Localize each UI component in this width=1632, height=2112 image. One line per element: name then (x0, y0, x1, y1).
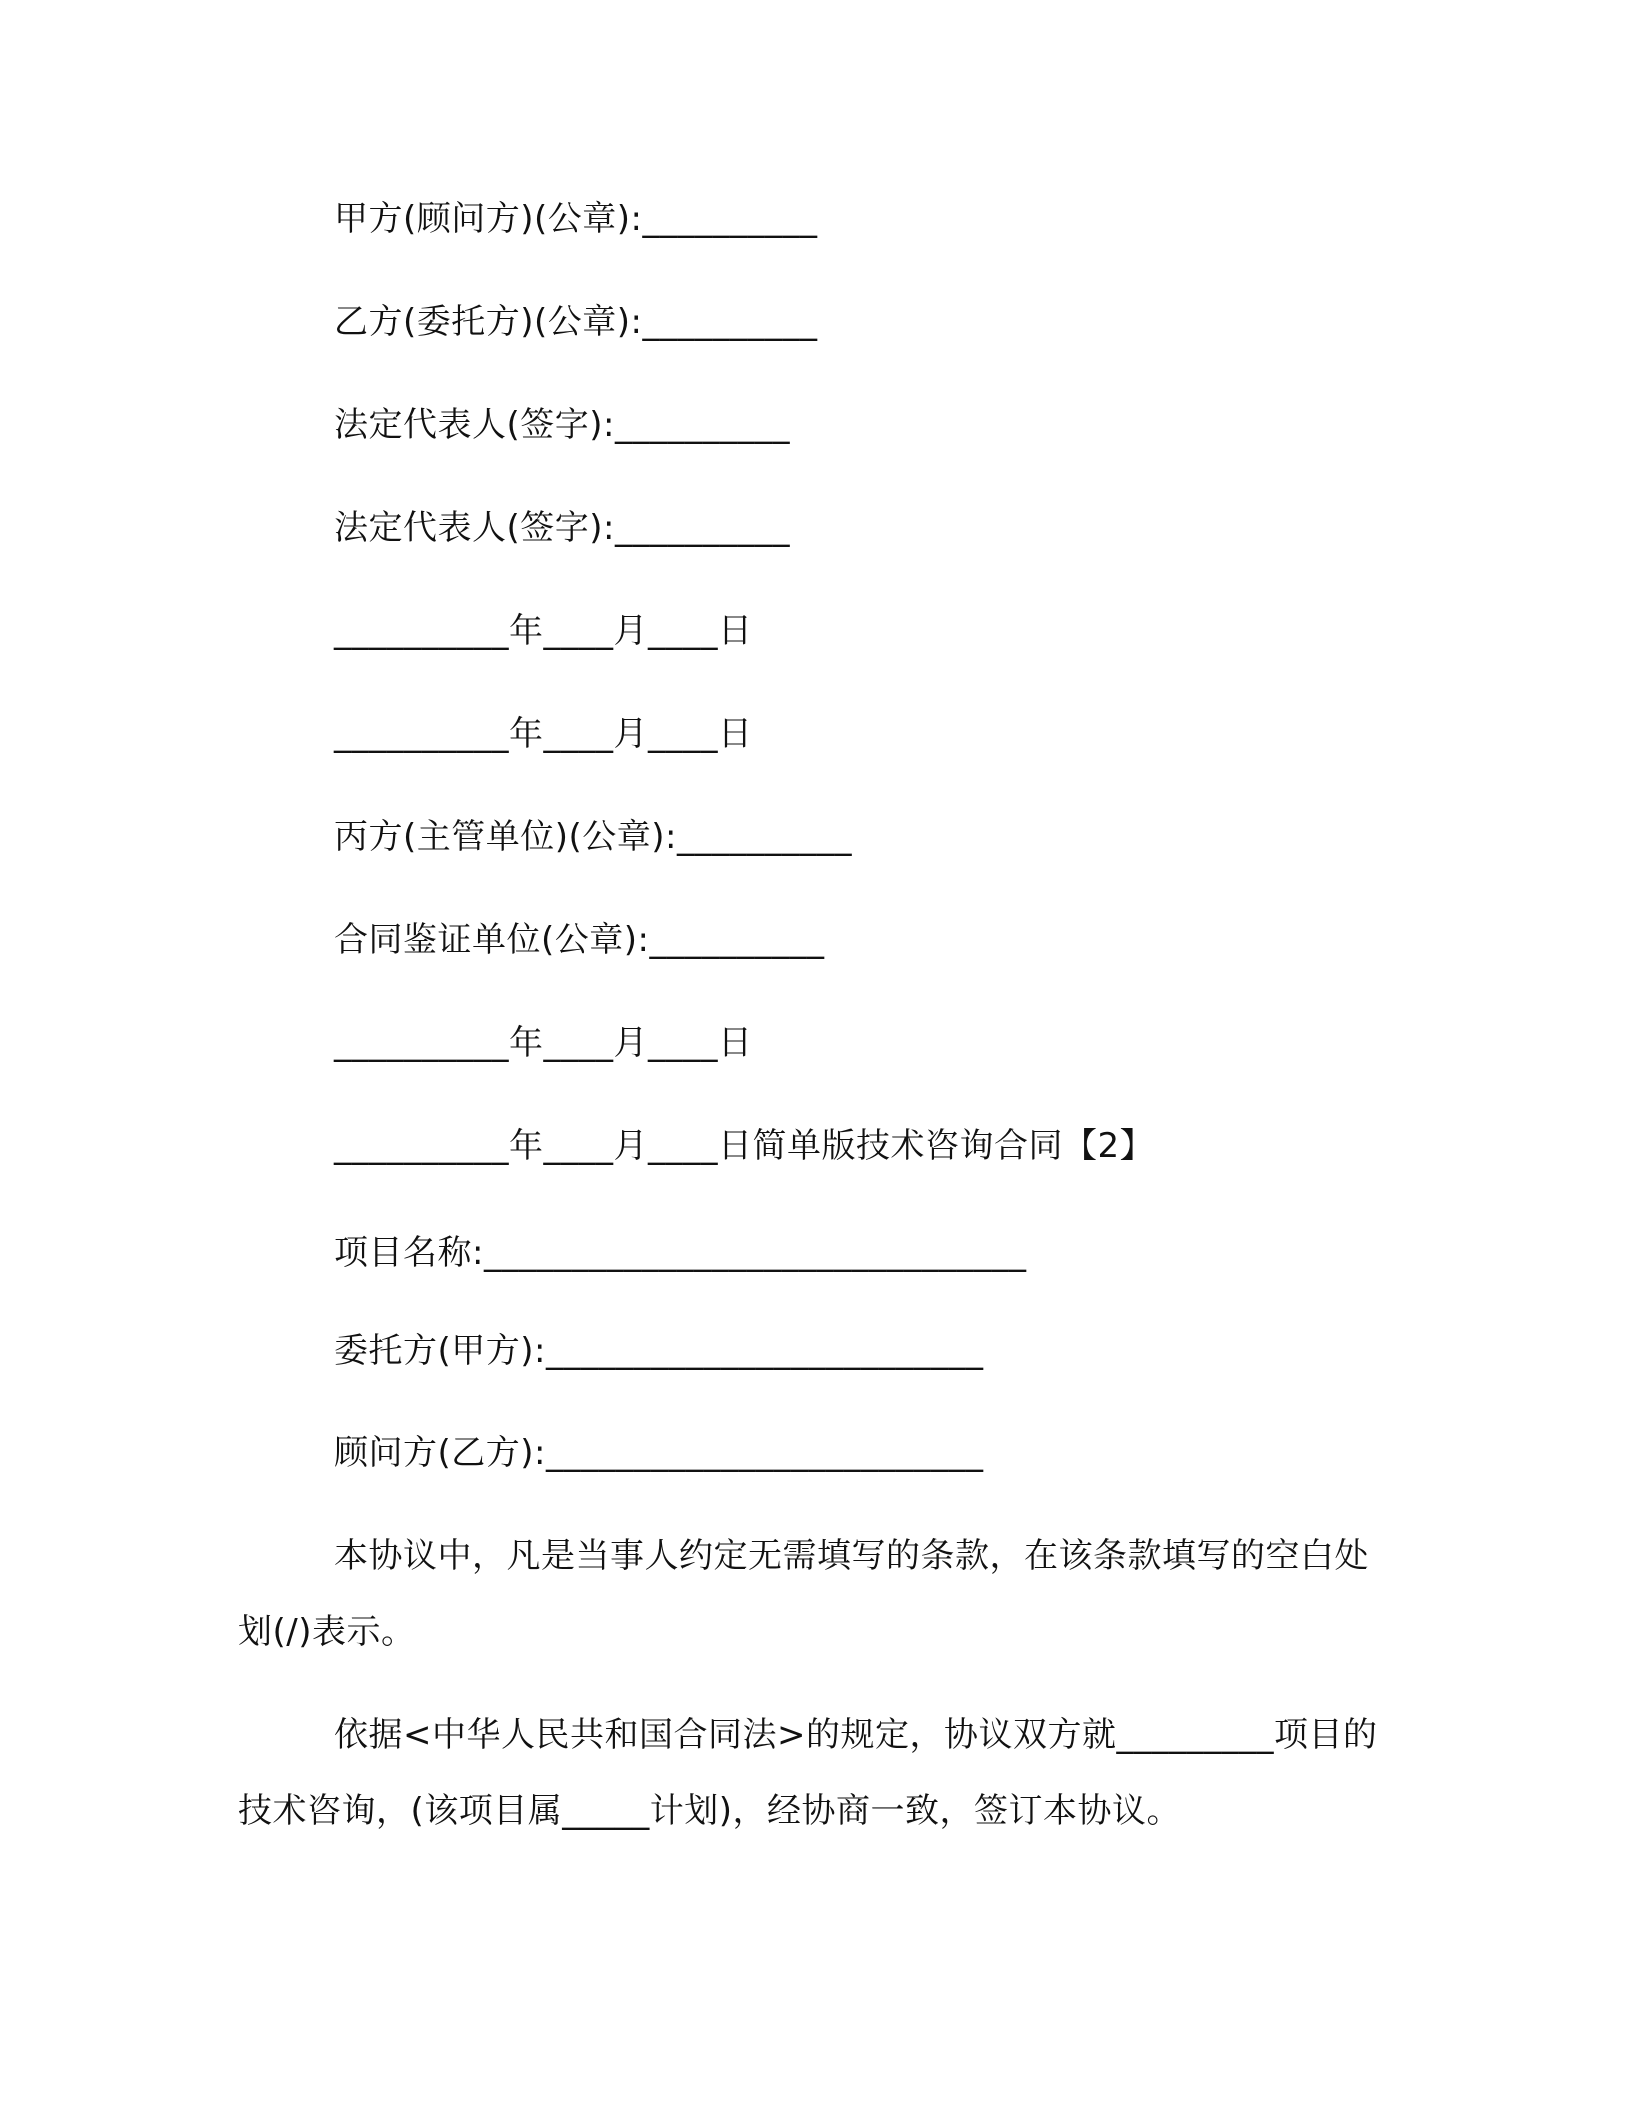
party-a-seal-line: 甲方(顾问方)(公章):__________ (334, 199, 818, 239)
project-name-field: 项目名称:_______________________________ (334, 1233, 1027, 1273)
legal-basis-paragraph: 依据<中华人民共和国合同法>的规定，协议双方就_________项目的技术咨询，(该项目属_____计划)，经协商一致，签订本协议。 (238, 1715, 1378, 1831)
client-party-field: 委托方(甲方):_________________________ (334, 1331, 984, 1371)
date-line: __________年____月____日 (334, 611, 753, 651)
legal-representative-signature-line: 法定代表人(签字):__________ (334, 405, 790, 445)
legal-representative-signature-line: 法定代表人(签字):__________ (334, 508, 790, 548)
consultant-party-field: 顾问方(乙方):_________________________ (334, 1433, 984, 1473)
contract-authentication-seal-line: 合同鉴证单位(公章):__________ (334, 920, 825, 960)
date-line: __________年____月____日 (334, 714, 753, 754)
party-c-seal-line: 丙方(主管单位)(公章):__________ (334, 817, 853, 857)
date-line: __________年____月____日 (334, 1023, 753, 1063)
blank-clause-paragraph: 本协议中，凡是当事人约定无需填写的条款，在该条款填写的空白处划(/)表示。 (238, 1536, 1369, 1652)
party-b-seal-line: 乙方(委托方)(公章):__________ (334, 302, 818, 342)
date-and-contract-title-line: __________年____月____日简单版技术咨询合同【2】 (334, 1126, 1155, 1166)
